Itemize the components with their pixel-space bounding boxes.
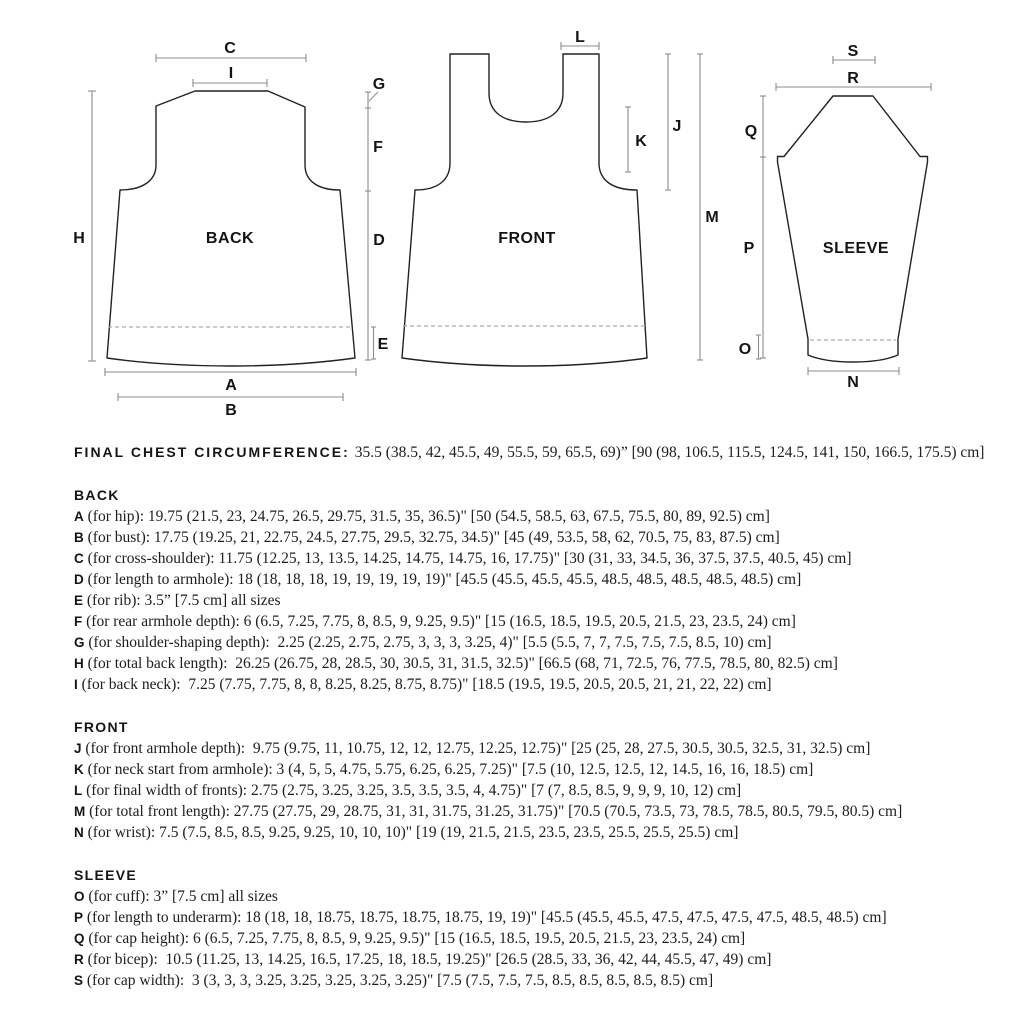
front-piece-outline — [402, 54, 647, 366]
label-M: M — [705, 209, 719, 226]
row-letter: Q — [74, 931, 85, 946]
row-text: (for cross-shoulder): 11.75 (12.25, 13, 13.5, 14.25, 14.75, 14.75, 16, 17.75)" [30 (31, 33, 34.5, 36, 37.5, 37.5, 40.5, 45) cm] — [83, 550, 852, 567]
label-R: R — [847, 70, 859, 87]
section-back — [74, 485, 1010, 695]
row-letter: O — [74, 889, 85, 904]
row-text: (for back neck): 7.25 (7.75, 7.75, 8, 8, 8.25, 8.25, 8.75, 8.75)" [18.5 (19.5, 19.5, 20.5, 20.5, 21, 21, 22, 22) cm] — [77, 676, 772, 693]
measurement-row-P — [74, 907, 1010, 928]
row-text: (for total front length): 27.75 (27.75, 29, 28.75, 31, 31, 31.75, 31.25, 31.75)" [70.5 (70.5, 73.5, 73, 78.5, 78.5, 80.5, 79.5, 80.5) cm] — [85, 803, 903, 820]
row-text: (for wrist): 7.5 (7.5, 8.5, 8.5, 9.25, 9.25, 10, 10, 10)" [19 (19, 21.5, 21.5, 23.5, 23.5, 25.5, 25.5, 25.5) cm] — [83, 824, 739, 841]
row-letter: N — [74, 825, 84, 840]
section-front-title: FRONT — [74, 719, 129, 735]
label-K: K — [635, 133, 647, 150]
measurement-row-N — [74, 822, 1010, 843]
measurement-row-J — [74, 738, 1010, 759]
chest-circumference-line — [74, 442, 1010, 463]
measurement-row-B — [74, 527, 1010, 548]
label-L: L — [575, 29, 585, 46]
measurement-row-O — [74, 886, 1010, 907]
back-piece-label: BACK — [205, 230, 255, 247]
section-sleeve — [74, 865, 1010, 991]
label-D: D — [373, 232, 385, 249]
label-P: P — [743, 240, 755, 257]
row-text: (for total back length): 26.25 (26.75, 28, 28.5, 30, 30.5, 31, 31.5, 32.5)" [66.5 (68, 71, 72.5, 76, 77.5, 78.5, 80, 82.5) cm] — [83, 655, 838, 672]
label-Q: Q — [744, 123, 758, 140]
row-letter: S — [74, 973, 84, 988]
row-text: (for neck start from armhole): 3 (4, 5, 5, 4.75, 5.75, 6.25, 6.25, 7.25)" [7.5 (10, 12.5, 12.5, 12, 14.5, 16, 16, 18.5) cm] — [83, 761, 814, 778]
schematic-diagram — [0, 0, 1012, 432]
label-A: A — [225, 377, 237, 394]
sleeve-piece — [739, 43, 931, 391]
row-text: (for length to armhole): 18 (18, 18, 18, 19, 19, 19, 19, 19)" [45.5 (45.5, 45.5, 45.5, 48.5, 48.5, 48.5, 48.5, 48.5) cm] — [83, 571, 802, 588]
row-letter: J — [74, 741, 82, 756]
row-text: (for rib): 3.5” [7.5 cm] all sizes — [83, 592, 281, 609]
label-F: F — [373, 139, 383, 156]
section-back-title: BACK — [74, 487, 120, 503]
label-S: S — [847, 43, 859, 60]
back-piece-outline — [107, 91, 355, 366]
chest-value: 35.5 (38.5, 42, 45.5, 49, 55.5, 59, 65.5, 69)” [90 (98, 106.5, 115.5, 124.5, 141, 150, 166.5, 175.5) cm] — [354, 444, 985, 461]
measurement-row-R — [74, 949, 1010, 970]
row-text: (for rear armhole depth): 6 (6.5, 7.25, 7.75, 8, 8.5, 9, 9.25, 9.5)" [15 (16.5, 18.5, 19.5, 20.5, 21.5, 23, 23.5, 24) cm] — [82, 613, 796, 630]
row-letter: A — [74, 509, 84, 524]
label-I: I — [228, 65, 234, 82]
row-letter: G — [74, 635, 85, 650]
measurement-row-I — [74, 674, 1010, 695]
sleeve-piece-outline — [778, 96, 928, 362]
row-text: (for bicep): 10.5 (11.25, 13, 14.25, 16.5, 17.25, 18, 18.5, 19.25)" [26.5 (28.5, 33, 36, 42, 44, 45.5, 47, 49) cm] — [83, 951, 772, 968]
row-letter: M — [74, 804, 86, 819]
row-letter: I — [74, 677, 78, 692]
row-letter: E — [74, 593, 84, 608]
row-letter: R — [74, 952, 84, 967]
row-text: (for final width of fronts): 2.75 (2.75, 3.25, 3.25, 3.5, 3.5, 3.5, 4, 4.75)" [7 (7, 8.5, 8.5, 9, 9, 9, 10, 12) cm] — [82, 782, 742, 799]
label-C: C — [224, 40, 236, 57]
row-text: (for cuff): 3” [7.5 cm] all sizes — [84, 888, 278, 905]
measurement-row-H — [74, 653, 1010, 674]
label-H: H — [73, 230, 85, 247]
row-text: (for front armhole depth): 9.75 (9.75, 11, 10.75, 12, 12, 12.75, 12.25, 12.75)" [25 (25, 28, 27.5, 30.5, 30.5, 32.5, 31, 32.5) cm] — [81, 740, 871, 757]
row-letter: D — [74, 572, 84, 587]
measurement-row-E — [74, 590, 1010, 611]
front-piece-label: FRONT — [498, 230, 556, 247]
row-letter: P — [74, 910, 84, 925]
row-text: (for hip): 19.75 (21.5, 23, 24.75, 26.5, 29.75, 31.5, 35, 36.5)" [50 (54.5, 58.5, 63, 67.5, 75.5, 80, 89, 92.5) cm] — [83, 508, 770, 525]
measurement-row-F — [74, 611, 1010, 632]
row-text: (for bust): 17.75 (19.25, 21, 22.75, 24.5, 27.75, 29.5, 32.75, 34.5)" [45 (49, 53.5, 58, 62, 70.5, 75, 83, 87.5) cm] — [83, 529, 780, 546]
label-N: N — [847, 374, 859, 391]
label-G: G — [372, 76, 386, 93]
row-letter: H — [74, 656, 84, 671]
back-piece — [73, 40, 356, 419]
row-letter: L — [74, 783, 83, 798]
measurement-row-D — [74, 569, 1010, 590]
measurements-text — [74, 442, 1010, 991]
row-text: (for length to underarm): 18 (18, 18, 18.75, 18.75, 18.75, 18.75, 19, 19)" [45.5 (45.5, 45.5, 47.5, 47.5, 47.5, 47.5, 48.5, 48.5) cm] — [83, 909, 887, 926]
measurement-row-Q — [74, 928, 1010, 949]
row-text: (for cap width): 3 (3, 3, 3, 3.25, 3.25, 3.25, 3.25, 3.25)" [7.5 (7.5, 7.5, 7.5, 8.5, 8.5, 8.5, 8.5, 8.5) cm] — [83, 972, 714, 989]
chest-label: FINAL CHEST CIRCUMFERENCE: — [74, 444, 350, 460]
label-O: O — [738, 341, 752, 358]
back-side-measures — [365, 76, 389, 360]
label-B: B — [225, 402, 237, 419]
section-sleeve-title: SLEEVE — [74, 867, 138, 883]
row-text: (for shoulder-shaping depth): 2.25 (2.25, 2.75, 2.75, 3, 3, 3, 3.25, 4)" [5.5 (5.5, 7, 7, 7.5, 7.5, 7.5, 8.5, 10) cm] — [84, 634, 772, 651]
row-letter: F — [74, 614, 83, 629]
row-letter: K — [74, 762, 84, 777]
row-letter: C — [74, 551, 84, 566]
measurement-row-A — [74, 506, 1010, 527]
measurement-row-L — [74, 780, 1010, 801]
row-letter: B — [74, 530, 84, 545]
section-front — [74, 717, 1010, 843]
measurement-row-S — [74, 970, 1010, 991]
row-text: (for cap height): 6 (6.5, 7.25, 7.75, 8, 8.5, 9, 9.25, 9.5)" [15 (16.5, 18.5, 19.5, 20.5, 21.5, 23, 23.5, 24) cm] — [84, 930, 746, 947]
measurement-row-K — [74, 759, 1010, 780]
label-E: E — [377, 336, 389, 353]
measurement-row-M — [74, 801, 1010, 822]
sleeve-piece-label: SLEEVE — [822, 240, 890, 257]
label-G-pointer — [369, 92, 378, 101]
front-piece — [402, 29, 719, 366]
measurement-row-C — [74, 548, 1010, 569]
measurement-row-G — [74, 632, 1010, 653]
label-J: J — [672, 118, 682, 135]
